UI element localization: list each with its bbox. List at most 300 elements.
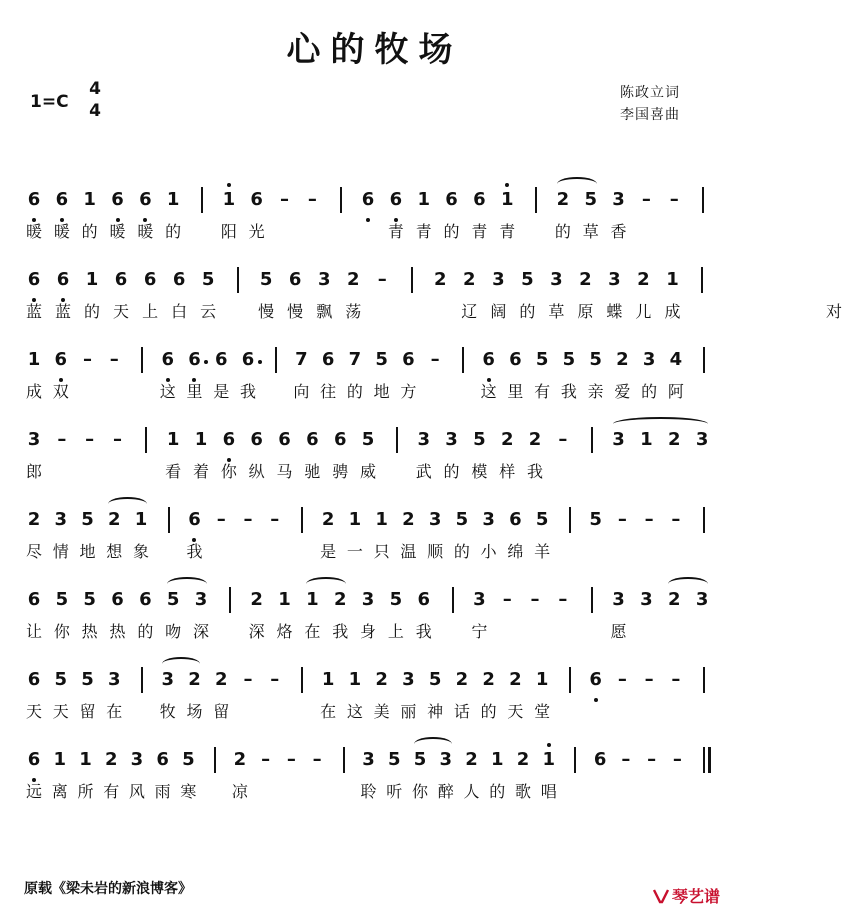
lyric-syllable: 的 xyxy=(480,702,497,721)
lyric-syllable: 温 xyxy=(400,542,417,561)
note: 1 xyxy=(640,429,653,450)
note: 6 xyxy=(361,189,375,210)
note: 5 xyxy=(473,429,486,450)
note: 3 xyxy=(612,429,625,450)
note: 6 xyxy=(333,429,347,450)
lyric-syllable: 辽 xyxy=(461,302,478,321)
dash-extension: – xyxy=(286,749,296,770)
barline xyxy=(201,187,203,213)
lyric-syllable: 在 xyxy=(320,702,337,721)
lyric-syllable: 的 xyxy=(641,382,658,401)
lyric-syllable: 热 xyxy=(81,622,98,641)
lyric-syllable: 郎 xyxy=(25,462,42,481)
lyric-syllable: 里 xyxy=(186,382,203,401)
note: 5 xyxy=(182,749,195,770)
score-row xyxy=(0,585,749,645)
lyric-syllable: 青 xyxy=(387,222,404,241)
lyric-syllable: 看 xyxy=(165,462,182,481)
lyric-syllable: 双 xyxy=(52,382,69,401)
lyric-syllable: 只 xyxy=(373,542,390,561)
lyric-syllable: 寒 xyxy=(180,782,197,801)
lyric-syllable: 你 xyxy=(220,462,237,481)
melody-line xyxy=(0,745,749,777)
high-octave-dot xyxy=(547,743,551,747)
lyric-syllable: 天 xyxy=(25,702,42,721)
note: 6 xyxy=(54,349,67,370)
lyric-syllable: 原 xyxy=(577,302,594,321)
note: 6 xyxy=(402,349,415,370)
lyric-syllable: 的 xyxy=(165,222,182,241)
lyric-syllable: 着 xyxy=(193,462,210,481)
note: 1 xyxy=(27,349,41,370)
barline xyxy=(214,747,216,773)
lyric-syllable: 有 xyxy=(103,782,120,801)
dash-extension: – xyxy=(113,429,122,450)
lyric-syllable: 愿 xyxy=(610,622,627,641)
melody-line xyxy=(0,425,749,457)
note: 2 xyxy=(500,429,514,450)
time-signature xyxy=(86,78,104,122)
dash-extension: – xyxy=(270,669,280,690)
barline xyxy=(168,507,170,533)
note: 1 xyxy=(166,429,180,450)
lyric-syllable: 成 xyxy=(25,382,42,401)
note: 1 xyxy=(85,269,99,290)
lyric-syllable: 在 xyxy=(304,622,321,641)
final-barline xyxy=(703,747,705,773)
lyric-line xyxy=(0,539,749,561)
slur-arc xyxy=(167,577,207,591)
note: 6 xyxy=(143,269,157,290)
note: 2 xyxy=(556,189,570,210)
note: 6 xyxy=(27,189,41,210)
dash-extension: – xyxy=(280,189,290,210)
note: 5 xyxy=(535,509,549,530)
slur-arc xyxy=(557,177,597,191)
note: 5 xyxy=(562,349,576,370)
note: 2 xyxy=(333,589,347,610)
logo-icon xyxy=(652,888,670,904)
lyric-syllable: 羊 xyxy=(534,542,551,561)
note: 3 xyxy=(317,269,331,290)
barline xyxy=(452,587,454,613)
lyric-syllable: 留 xyxy=(213,702,230,721)
note: 3 xyxy=(482,509,495,530)
lyric-syllable: 草 xyxy=(582,222,599,241)
note: 2 xyxy=(528,429,542,450)
lyric-syllable: 听 xyxy=(386,782,403,801)
dash-extension: – xyxy=(430,349,440,370)
note: 2 xyxy=(637,269,650,290)
lyric-syllable: 暖 xyxy=(137,222,154,241)
dash-extension: – xyxy=(502,589,512,610)
lyric-syllable: 堂 xyxy=(534,702,551,721)
note: 3 xyxy=(612,589,625,610)
lyric-syllable: 蓝 xyxy=(25,302,42,321)
lyric-syllable: 地 xyxy=(79,542,96,561)
lyric-syllable: 蝶 xyxy=(606,302,623,321)
note: 7 xyxy=(295,349,308,370)
lyric-syllable: 是 xyxy=(213,382,230,401)
lyric-syllable: 唱 xyxy=(540,782,557,801)
lyric-syllable: 的 xyxy=(443,462,460,481)
dash-extension: – xyxy=(558,429,568,450)
lyric-syllable: 上 xyxy=(387,622,404,641)
lyric-syllable: 天 xyxy=(52,702,69,721)
lyric-syllable: 慢 xyxy=(287,302,304,321)
note: 1 xyxy=(83,189,96,210)
note: 2 xyxy=(107,509,121,530)
lyric-syllable: 对 xyxy=(825,302,842,321)
slur-arc xyxy=(162,657,201,671)
score-row xyxy=(0,345,749,405)
slur-arc xyxy=(108,497,147,511)
lyric-syllable: 所 xyxy=(77,782,94,801)
note: 5 xyxy=(55,589,69,610)
lyric-syllable: 顺 xyxy=(427,542,444,561)
note: 2 xyxy=(214,669,228,690)
melody-line xyxy=(0,505,749,537)
lyric-syllable: 美 xyxy=(373,702,390,721)
dash-extension: – xyxy=(621,749,631,770)
note: 1 xyxy=(79,749,92,770)
lyric-syllable: 飘 xyxy=(316,302,333,321)
lyric-syllable: 阳 xyxy=(220,222,237,241)
note: 6 xyxy=(250,429,263,450)
lyric-syllable: 醉 xyxy=(437,782,454,801)
melody-line xyxy=(0,345,749,377)
note: 6 xyxy=(111,589,124,610)
dash-extension: – xyxy=(243,669,253,690)
lyric-syllable: 样 xyxy=(499,462,516,481)
note: 6 xyxy=(593,749,607,770)
note: 6 xyxy=(172,269,186,290)
note: 5 xyxy=(428,669,442,690)
note: 1 xyxy=(417,189,430,210)
note: 6 xyxy=(222,429,236,450)
lyric-line xyxy=(0,379,749,401)
note: 2 xyxy=(27,509,41,530)
dash-extension: – xyxy=(671,669,681,690)
lyric-syllable: 情 xyxy=(52,542,69,561)
lyric-syllable: 暖 xyxy=(25,222,42,241)
note: 2 xyxy=(579,269,592,290)
dash-extension: – xyxy=(669,189,679,210)
barline xyxy=(462,347,464,373)
barline xyxy=(591,587,593,613)
note: 2 xyxy=(346,269,360,290)
note: 2 xyxy=(667,429,681,450)
lyric-syllable: 吻 xyxy=(165,622,182,641)
note: 6 xyxy=(27,589,41,610)
lyric-syllable: 凉 xyxy=(231,782,248,801)
note: 6 xyxy=(288,269,302,290)
note: 5 xyxy=(388,749,401,770)
dash-extension: – xyxy=(671,509,681,530)
lyric-syllable: 的 xyxy=(453,542,470,561)
note: 2 xyxy=(509,669,522,690)
lyric-syllable: 驰 xyxy=(304,462,321,481)
note: 6 xyxy=(278,429,291,450)
note: 1 xyxy=(134,509,148,530)
note: 1 xyxy=(542,749,555,770)
lyric-syllable: 尽 xyxy=(25,542,42,561)
note: 6 xyxy=(250,189,263,210)
augmentation-dot xyxy=(258,360,262,364)
dash-extension: – xyxy=(109,349,119,370)
note: 6 xyxy=(188,349,201,370)
dash-extension: – xyxy=(644,509,654,530)
lyric-syllable: 象 xyxy=(132,542,149,561)
barline xyxy=(703,507,705,533)
note: 5 xyxy=(83,589,96,610)
note: 1 xyxy=(278,589,291,610)
lyric-syllable: 模 xyxy=(471,462,488,481)
lyric-syllable: 阿 xyxy=(667,382,684,401)
note: 6 xyxy=(509,509,522,530)
note: 3 xyxy=(642,349,656,370)
lyric-syllable: 骋 xyxy=(332,462,349,481)
note: 3 xyxy=(492,269,505,290)
augmentation-dot xyxy=(204,360,208,364)
note: 3 xyxy=(439,749,453,770)
note: 6 xyxy=(321,349,335,370)
note: 5 xyxy=(54,669,67,690)
note: 3 xyxy=(194,589,208,610)
note: 3 xyxy=(612,189,625,210)
barline xyxy=(145,427,147,453)
lyric-syllable: 有 xyxy=(534,382,551,401)
slur-arc xyxy=(668,577,708,591)
lyric-syllable: 方 xyxy=(400,382,417,401)
note: 6 xyxy=(589,669,602,690)
lyric-syllable: 深 xyxy=(248,622,265,641)
lyric-syllable: 在 xyxy=(106,702,123,721)
note: 6 xyxy=(27,669,41,690)
barline xyxy=(340,187,342,213)
lyric-syllable: 天 xyxy=(507,702,524,721)
source-note: 原载《梁未岩的新浪博客》 xyxy=(24,881,192,897)
score-row xyxy=(0,505,749,565)
note: 5 xyxy=(584,189,597,210)
score-row xyxy=(0,665,749,725)
note: 1 xyxy=(194,429,208,450)
lyric-syllable: 我 xyxy=(560,382,577,401)
barline xyxy=(535,187,537,213)
lyric-syllable: 向 xyxy=(293,382,310,401)
score-row xyxy=(0,745,749,805)
lyric-syllable: 一 xyxy=(346,542,363,561)
dash-extension: – xyxy=(82,349,92,370)
note: 3 xyxy=(473,589,486,610)
lyric-syllable: 留 xyxy=(79,702,96,721)
lyric-line xyxy=(0,219,749,241)
note: 5 xyxy=(413,749,427,770)
barline xyxy=(701,267,703,293)
lyric-syllable: 宁 xyxy=(471,622,488,641)
note: 3 xyxy=(161,669,174,690)
time-signature-lower: 4 xyxy=(89,101,101,121)
dash-extension: – xyxy=(558,589,568,610)
note: 1 xyxy=(306,589,319,610)
lyric-syllable: 的 xyxy=(84,302,101,321)
note: 6 xyxy=(417,589,430,610)
lyric-syllable: 我 xyxy=(415,622,432,641)
watermark-logo xyxy=(652,884,720,907)
melody-line xyxy=(0,665,749,697)
note: 6 xyxy=(445,189,458,210)
dash-extension: – xyxy=(216,509,226,530)
lyric-syllable: 儿 xyxy=(635,302,652,321)
dash-extension: – xyxy=(307,189,317,210)
lyric-syllable: 草 xyxy=(548,302,565,321)
lyric-syllable: 的 xyxy=(137,622,154,641)
key-signature: 1=C xyxy=(30,92,69,112)
lyric-syllable: 我 xyxy=(239,382,256,401)
lyric-syllable: 的 xyxy=(443,222,460,241)
note: 6 xyxy=(156,749,169,770)
note: 2 xyxy=(667,589,681,610)
note: 2 xyxy=(455,669,469,690)
note: 3 xyxy=(130,749,144,770)
dash-extension: – xyxy=(270,509,280,530)
dash-extension: – xyxy=(647,749,657,770)
note: 6 xyxy=(161,349,174,370)
barline xyxy=(703,347,705,373)
dash-extension: – xyxy=(641,189,651,210)
note: 1 xyxy=(490,749,504,770)
lyric-syllable: 上 xyxy=(142,302,159,321)
note: 5 xyxy=(201,269,215,290)
note: 6 xyxy=(509,349,522,370)
note: 5 xyxy=(589,509,602,530)
barline xyxy=(275,347,277,373)
note: 1 xyxy=(348,509,362,530)
lyric-line xyxy=(0,779,749,801)
note: 3 xyxy=(608,269,621,290)
slur-arc xyxy=(613,417,709,431)
lyric-syllable: 丽 xyxy=(400,702,417,721)
dash-extension: – xyxy=(530,589,540,610)
note: 3 xyxy=(402,669,415,690)
note: 4 xyxy=(669,349,683,370)
lyric-syllable: 我 xyxy=(332,622,349,641)
note: 1 xyxy=(53,749,66,770)
score-row xyxy=(0,265,842,325)
note: 5 xyxy=(81,509,94,530)
barline xyxy=(569,507,571,533)
lyric-syllable: 这 xyxy=(159,382,176,401)
time-signature-upper: 4 xyxy=(89,79,101,99)
dash-extension: – xyxy=(85,429,95,450)
lyric-syllable: 的 xyxy=(519,302,536,321)
note: 6 xyxy=(214,349,228,370)
lyric-syllable: 风 xyxy=(128,782,145,801)
lyric-syllable: 的 xyxy=(346,382,363,401)
lyric-syllable: 往 xyxy=(320,382,337,401)
lyric-syllable: 天 xyxy=(113,302,130,321)
lyric-syllable: 暖 xyxy=(109,222,126,241)
note: 3 xyxy=(428,509,442,530)
lyricist-credit: 陈政立词 xyxy=(620,85,680,101)
barline xyxy=(301,507,303,533)
note: 6 xyxy=(482,349,495,370)
note: 1 xyxy=(500,189,514,210)
note: 2 xyxy=(402,509,415,530)
lyric-syllable: 你 xyxy=(412,782,429,801)
note: 3 xyxy=(27,429,41,450)
lyric-syllable: 离 xyxy=(51,782,68,801)
lyric-syllable: 牧 xyxy=(159,702,176,721)
note: 2 xyxy=(465,749,478,770)
note: 5 xyxy=(535,349,549,370)
note: 2 xyxy=(188,669,201,690)
lyric-syllable: 荡 xyxy=(345,302,362,321)
note: 5 xyxy=(259,269,273,290)
barline xyxy=(574,747,576,773)
barline xyxy=(237,267,239,293)
note: 5 xyxy=(81,669,94,690)
lyric-syllable: 这 xyxy=(480,382,497,401)
high-octave-dot xyxy=(505,183,509,187)
note: 5 xyxy=(589,349,602,370)
lyric-syllable: 你 xyxy=(53,622,70,641)
slur-arc xyxy=(414,737,452,751)
lyric-syllable: 神 xyxy=(427,702,444,721)
note: 5 xyxy=(166,589,180,610)
barline xyxy=(141,667,143,693)
lyric-syllable: 烙 xyxy=(276,622,293,641)
note: 3 xyxy=(362,749,375,770)
note: 3 xyxy=(550,269,563,290)
lyric-syllable: 武 xyxy=(415,462,432,481)
note: 7 xyxy=(348,349,362,370)
dash-extension: – xyxy=(261,749,271,770)
note: 6 xyxy=(306,429,319,450)
lyric-line xyxy=(0,619,749,641)
note: 6 xyxy=(241,349,255,370)
lyric-syllable: 深 xyxy=(193,622,210,641)
dash-extension: – xyxy=(644,669,654,690)
barline xyxy=(591,427,593,453)
lyric-syllable: 蓝 xyxy=(55,302,72,321)
note: 3 xyxy=(361,589,375,610)
composer-credit: 李国喜曲 xyxy=(620,107,680,123)
lyric-syllable: 歌 xyxy=(514,782,531,801)
note: 3 xyxy=(695,429,709,450)
note: 5 xyxy=(455,509,469,530)
note: 6 xyxy=(114,269,128,290)
note: 1 xyxy=(222,189,236,210)
note: 1 xyxy=(375,509,388,530)
lyric-syllable: 里 xyxy=(507,382,524,401)
lyric-syllable: 白 xyxy=(171,302,188,321)
lyric-syllable: 云 xyxy=(200,302,217,321)
lyric-syllable: 地 xyxy=(373,382,390,401)
lyric-syllable: 纵 xyxy=(248,462,265,481)
lyric-syllable: 青 xyxy=(499,222,516,241)
note: 2 xyxy=(516,749,530,770)
note: 6 xyxy=(27,749,41,770)
note: 5 xyxy=(361,429,375,450)
slur-arc xyxy=(306,577,346,591)
note: 3 xyxy=(54,509,67,530)
lyric-syllable: 想 xyxy=(106,542,123,561)
note: 1 xyxy=(535,669,549,690)
note: 6 xyxy=(111,189,124,210)
note: 6 xyxy=(389,189,403,210)
note: 5 xyxy=(375,349,388,370)
